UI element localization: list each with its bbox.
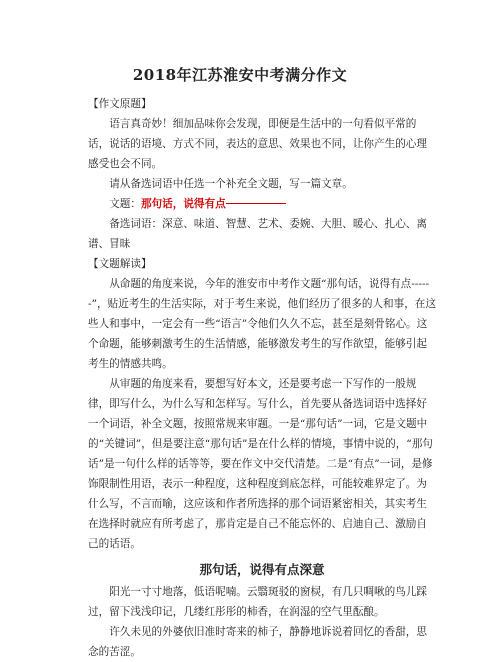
essay-paragraph-1: 阳光一寸寸地落，低语呢喃。云翳斑驳的窗棂，有几只啁啾的鸟儿踩过，留下浅浅印记，几缕红彤彤的柿香，在润湿的空气里酝酿。: [88, 586, 427, 618]
essay-paragraph-2: 许久未见的外婆依旧准时寄来的柿子，静静地诉说着回忆的香甜，思念的苦涩。: [88, 626, 427, 658]
analysis-paragraph-2: 从审题的角度来看，要想写好本文，还是要考虑一下写作的一般规律，即写什么，为什么写和怎样写。写什么，首先要从备选词语中选择好一个词语，补全文题，按照常规来审题。一是“那句话”一词，它是文题中的“关键词”，但是要注意“那句话”是在什么样的情境，事情中说的，“那句话”是一句什么样的话等等，要在作文中交代清楚。二是“有点”一词，是修饰限制性用语，表示一种程度，这种程度到底怎样，可能较难界定了。为什么写，不言而喻，这应该和作者所选择的那个词语紧密相关，其实考生在选择时就应有所考虑了，那肯定是自己不能忘怀的、启迪自己、激励自己的话语。: [88, 378, 433, 550]
original-paragraph-1: 语言真奇妙！细加品味你会发现，即便是生活中的一句看似平常的话，说话的语境、方式不同，表达的意思、效果也不同，让你产生的心理感受也会不同。: [88, 118, 427, 170]
topic-blank: [226, 203, 286, 204]
document-content: [88, 94, 436, 662]
topic-red: 那句话，说得有点: [140, 198, 226, 210]
essay-title: 那句话，说得有点深意: [199, 562, 325, 577]
original-paragraph-2: 请从备选词语中任选一个补充全文题，写一篇文章。: [109, 178, 353, 190]
analysis-paragraph-1: 从命题的角度来说，今年的淮安市中考作文题“那句话，说得有点------”，贴近考生的生活实际，对于考生来说，他们经历了很多的人和事，在这些人和事中，一定会有一些“语言”令他们久久不忘，甚至是刻骨铭心。这个命题，能够刺激考生的生活情感，能够激发考生的写作欲望，能够引起考生的情感共鸣。: [88, 278, 436, 370]
analysis-heading: 【文题解读】: [88, 258, 152, 270]
original-title-heading: 【作文原题】: [88, 98, 152, 110]
topic-prefix: 文题：: [109, 198, 141, 210]
document-title: 2018年江苏淮安中考满分作文: [132, 66, 348, 84]
candidate-words: 备选词语：深意、味道、智慧、艺术、委婉、大胆、暖心、扎心、离谱、冒昧: [88, 218, 427, 250]
topic-line: [88, 194, 436, 214]
